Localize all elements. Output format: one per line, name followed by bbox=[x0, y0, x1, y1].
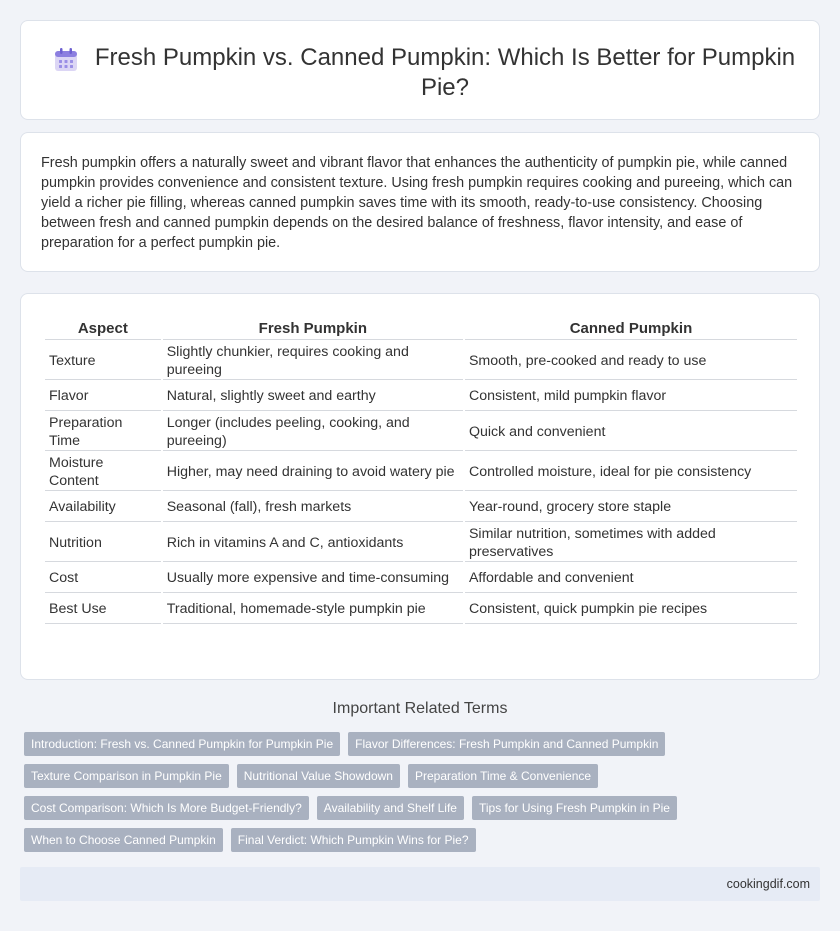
related-term-tag[interactable]: Introduction: Fresh vs. Canned Pumpkin for Pumpkin Pie bbox=[24, 732, 340, 756]
aspect-cell: Moisture Content bbox=[45, 453, 161, 491]
canned-cell: Consistent, mild pumpkin flavor bbox=[465, 382, 797, 411]
aspect-cell: Cost bbox=[45, 564, 161, 593]
aspect-cell: Nutrition bbox=[45, 524, 161, 562]
tag-row bbox=[24, 828, 724, 852]
fresh-cell: Slightly chunkier, requires cooking and pureeing bbox=[163, 342, 463, 380]
aspect-cell: Flavor bbox=[45, 382, 161, 411]
fresh-cell: Higher, may need draining to avoid watery pie bbox=[163, 453, 463, 491]
comparison-table bbox=[43, 316, 799, 626]
tag-row bbox=[24, 764, 724, 788]
table-row bbox=[45, 595, 797, 624]
related-term-tag[interactable]: When to Choose Canned Pumpkin bbox=[24, 828, 223, 852]
canned-cell: Quick and convenient bbox=[465, 413, 797, 451]
aspect-cell: Availability bbox=[45, 493, 161, 522]
related-terms-tags bbox=[24, 732, 724, 860]
canned-cell: Smooth, pre-cooked and ready to use bbox=[465, 342, 797, 380]
fresh-cell: Traditional, homemade-style pumpkin pie bbox=[163, 595, 463, 624]
related-term-tag[interactable]: Tips for Using Fresh Pumpkin in Pie bbox=[472, 796, 677, 820]
related-terms-title: Important Related Terms bbox=[332, 700, 508, 717]
fresh-cell: Usually more expensive and time-consuming bbox=[163, 564, 463, 593]
footer bbox=[20, 867, 820, 901]
header-aspect: Aspect bbox=[45, 318, 161, 340]
related-term-tag[interactable]: Texture Comparison in Pumpkin Pie bbox=[24, 764, 229, 788]
intro-card bbox=[20, 132, 820, 272]
related-term-tag[interactable]: Final Verdict: Which Pumpkin Wins for Pie? bbox=[231, 828, 476, 852]
related-term-tag[interactable]: Nutritional Value Showdown bbox=[237, 764, 400, 788]
header-fresh-pumpkin: Fresh Pumpkin bbox=[163, 318, 463, 340]
canned-cell: Similar nutrition, sometimes with added preservatives bbox=[465, 524, 797, 562]
related-term-tag[interactable]: Availability and Shelf Life bbox=[317, 796, 464, 820]
table-row bbox=[45, 413, 797, 451]
table-row bbox=[45, 493, 797, 522]
table-header-row bbox=[45, 318, 797, 340]
header-canned-pumpkin: Canned Pumpkin bbox=[465, 318, 797, 340]
intro-paragraph: Fresh pumpkin offers a naturally sweet and vibrant flavor that enhances the authenticity of pumpkin pie, while canned pumpkin provides convenience and consistent texture. Using fresh pumpkin requires cooking and pureeing, which can yield a richer pie filling, whereas canned pumpkin saves time with its smooth, ready-to-use consistency. Choosing between fresh and canned pumpkin depends on the desired balance of freshness, flavor intensity, and ease of preparation for a perfect pumpkin pie. bbox=[41, 155, 793, 251]
page-title: Fresh Pumpkin vs. Canned Pumpkin: Which Is Better for Pumpkin Pie? bbox=[94, 44, 796, 101]
table-row bbox=[45, 342, 797, 380]
canned-cell: Year-round, grocery store staple bbox=[465, 493, 797, 522]
comparison-table-card bbox=[20, 293, 820, 680]
canned-cell: Affordable and convenient bbox=[465, 564, 797, 593]
calendar-icon bbox=[53, 47, 79, 73]
aspect-cell: Preparation Time bbox=[45, 413, 161, 451]
table-row bbox=[45, 524, 797, 562]
table-row bbox=[45, 382, 797, 411]
related-term-tag[interactable]: Cost Comparison: Which Is More Budget-Friendly? bbox=[24, 796, 309, 820]
aspect-cell: Texture bbox=[45, 342, 161, 380]
header-card bbox=[20, 20, 820, 120]
footer-site-name[interactable]: cookingdif.com bbox=[726, 877, 810, 891]
canned-cell: Consistent, quick pumpkin pie recipes bbox=[465, 595, 797, 624]
fresh-cell: Natural, slightly sweet and earthy bbox=[163, 382, 463, 411]
tag-row bbox=[24, 732, 724, 756]
fresh-cell: Rich in vitamins A and C, antioxidants bbox=[163, 524, 463, 562]
table-row bbox=[45, 453, 797, 491]
fresh-cell: Longer (includes peeling, cooking, and pureeing) bbox=[163, 413, 463, 451]
fresh-cell: Seasonal (fall), fresh markets bbox=[163, 493, 463, 522]
tag-row bbox=[24, 796, 724, 820]
table-row bbox=[45, 564, 797, 593]
related-term-tag[interactable]: Flavor Differences: Fresh Pumpkin and Canned Pumpkin bbox=[348, 732, 665, 756]
aspect-cell: Best Use bbox=[45, 595, 161, 624]
canned-cell: Controlled moisture, ideal for pie consistency bbox=[465, 453, 797, 491]
related-term-tag[interactable]: Preparation Time & Convenience bbox=[408, 764, 598, 788]
